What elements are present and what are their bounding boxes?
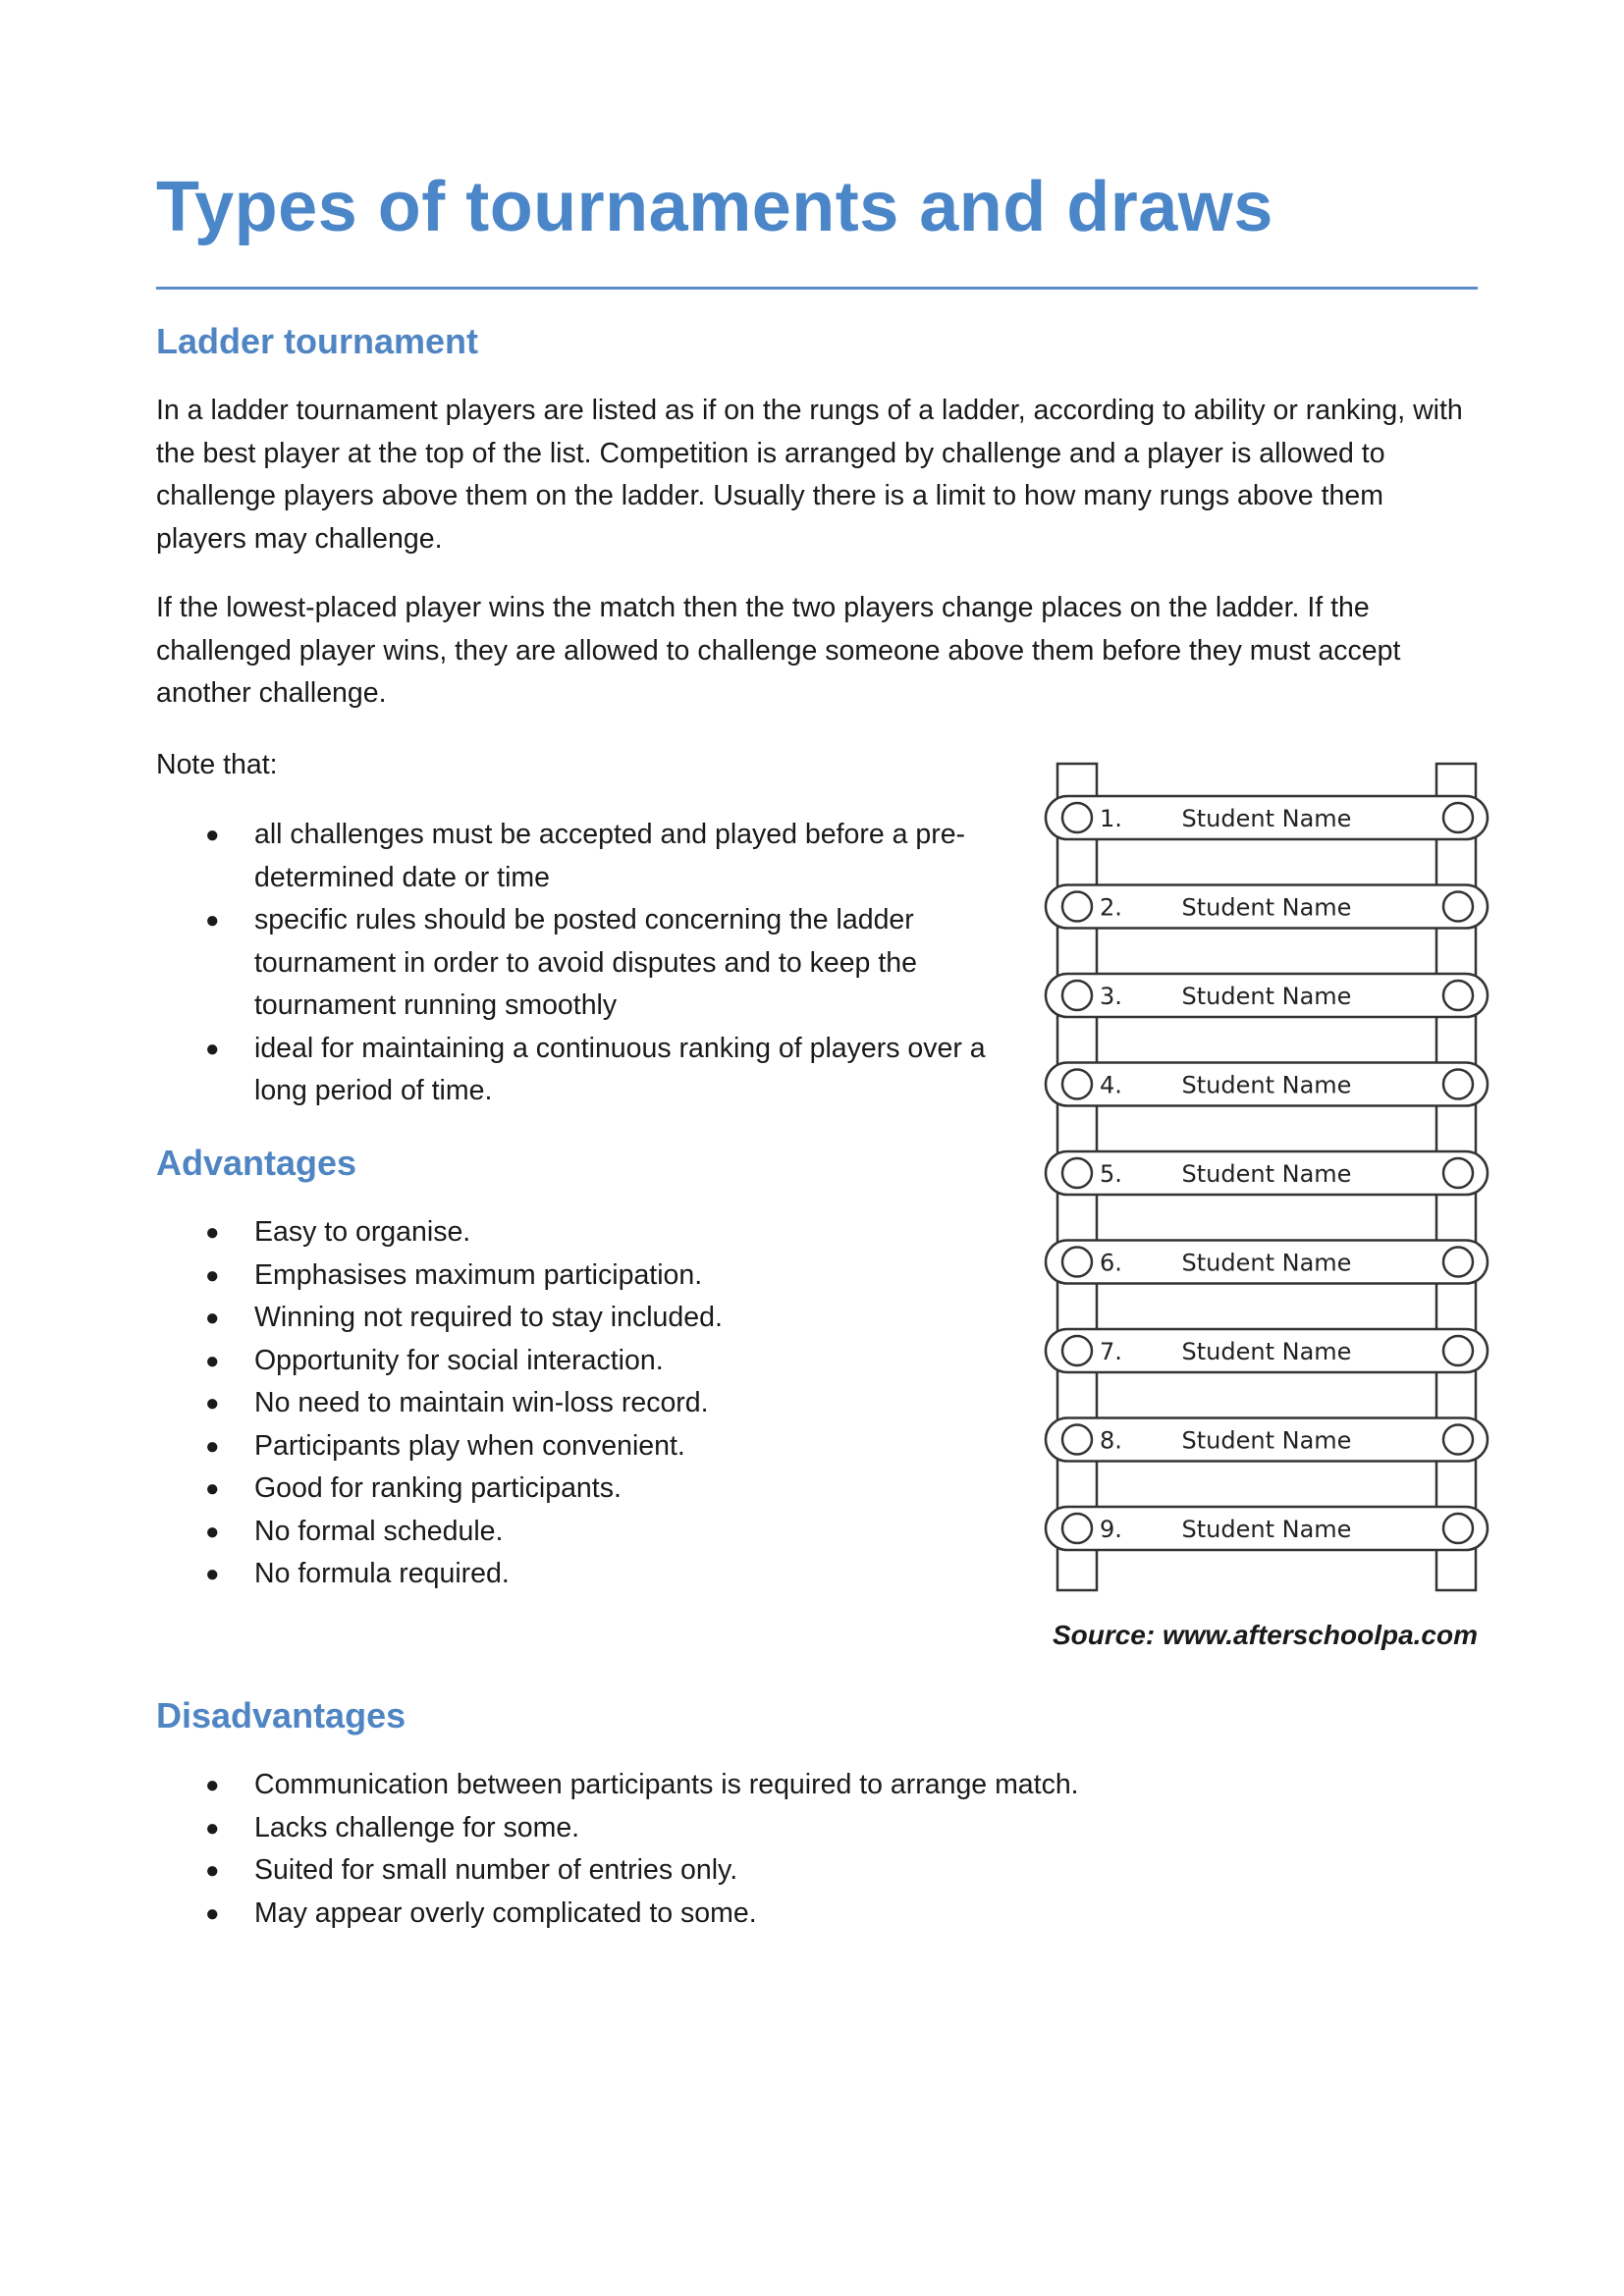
list-item: ● Emphasises maximum participation. <box>156 1255 1001 1298</box>
title-divider <box>156 287 1478 290</box>
list-item: ● ideal for maintaining a continuous ranking of players over a long period of time. <box>156 1028 1001 1113</box>
rung-number: 6. <box>1100 1249 1122 1277</box>
left-peg-icon <box>1062 892 1092 922</box>
ladder-rung <box>1046 1063 1488 1106</box>
bullet-icon: ● <box>205 1305 220 1331</box>
ladder-rung <box>1046 1151 1488 1195</box>
rung-number: 8. <box>1100 1426 1122 1455</box>
left-peg-icon <box>1062 1336 1092 1365</box>
right-peg-icon <box>1443 1336 1473 1365</box>
bullet-icon: ● <box>205 1475 220 1502</box>
list-item: ● Lacks challenge for some. <box>156 1807 1433 1850</box>
list-item: ● No formula required. <box>156 1553 1001 1596</box>
right-peg-icon <box>1443 981 1473 1010</box>
left-peg-icon <box>1062 1425 1092 1455</box>
disadvantages-heading: Disadvantages <box>156 1695 406 1735</box>
ladder-rung <box>1046 1241 1488 1284</box>
ladder-rungs <box>1046 796 1488 1550</box>
bullet-icon: ● <box>205 907 220 934</box>
ladder-heading: Ladder tournament <box>156 321 479 361</box>
bullet-icon: ● <box>205 1899 220 1927</box>
left-peg-icon <box>1062 1514 1092 1543</box>
rung-number: 7. <box>1100 1338 1122 1365</box>
ladder-rung <box>1046 974 1488 1017</box>
bullet-icon: ● <box>205 1857 220 1884</box>
bullet-icon: ● <box>205 1772 220 1798</box>
disadvantages-list <box>156 1764 1433 1935</box>
advantages-heading: Advantages <box>156 1143 357 1183</box>
list-item: ● No formal schedule. <box>156 1511 1001 1554</box>
list-item: ● Easy to organise. <box>156 1211 1001 1255</box>
ladder-rung <box>1046 796 1488 839</box>
list-item: ● Suited for small number of entries only. <box>156 1849 1433 1893</box>
list-item: ● Opportunity for social interaction. <box>156 1340 1001 1383</box>
rung-student-name: Student Name <box>1181 893 1352 922</box>
rung-number: 3. <box>1100 983 1122 1010</box>
note-intro: Note that: <box>156 749 278 780</box>
rung-number: 5. <box>1100 1160 1122 1188</box>
list-item: ● Winning not required to stay included. <box>156 1297 1001 1340</box>
rung-student-name: Student Name <box>1181 983 1352 1010</box>
list-item: ● Communication between participants is required to arrange match. <box>156 1764 1433 1807</box>
notes-list <box>156 814 1001 1113</box>
right-peg-icon <box>1443 1158 1473 1188</box>
ladder-paragraph-2: If the lowest-placed player wins the match then the two players change places on the ladder. If the challenged player wins, they are allowed to challenge someone above them before they must accept another challenge. <box>156 592 1401 709</box>
right-peg-icon <box>1443 803 1473 832</box>
right-peg-icon <box>1443 892 1473 922</box>
left-peg-icon <box>1062 1070 1092 1099</box>
ladder-rung <box>1046 885 1488 929</box>
ladder-rung <box>1046 1507 1488 1550</box>
left-peg-icon <box>1062 1158 1092 1188</box>
bullet-icon: ● <box>205 1432 220 1460</box>
bullet-icon: ● <box>205 822 220 848</box>
bullet-icon: ● <box>205 1347 220 1374</box>
bullet-icon: ● <box>205 1261 220 1289</box>
list-item: ● No need to maintain win-loss record. <box>156 1382 1001 1425</box>
bullet-icon: ● <box>205 1518 220 1545</box>
list-item: ● Good for ranking participants. <box>156 1468 1001 1511</box>
bullet-icon: ● <box>205 1035 220 1062</box>
bullet-icon: ● <box>205 1390 220 1416</box>
rung-student-name: Student Name <box>1181 1160 1352 1188</box>
rung-student-name: Student Name <box>1181 805 1352 832</box>
rung-number: 9. <box>1100 1516 1122 1543</box>
rung-number: 4. <box>1100 1071 1122 1099</box>
right-peg-icon <box>1443 1070 1473 1099</box>
ladder-figure <box>1036 756 1497 1600</box>
rung-student-name: Student Name <box>1181 1071 1352 1099</box>
advantages-list <box>156 1211 1001 1596</box>
figure-source: Source: www.afterschoolpa.com <box>1052 1620 1478 1650</box>
rung-number: 2. <box>1100 893 1122 922</box>
rung-student-name: Student Name <box>1181 1249 1352 1277</box>
list-item: ● specific rules should be posted concerning the ladder tournament in order to avoid disputes and to keep the tournament running smoothly <box>156 899 1001 1028</box>
bullet-icon: ● <box>205 1561 220 1587</box>
rung-student-name: Student Name <box>1181 1426 1352 1455</box>
list-item: ● May appear overly complicated to some. <box>156 1893 1433 1936</box>
left-peg-icon <box>1062 1248 1092 1277</box>
bullet-icon: ● <box>205 1219 220 1246</box>
left-peg-icon <box>1062 803 1092 832</box>
ladder-rung <box>1046 1329 1488 1372</box>
right-peg-icon <box>1443 1514 1473 1543</box>
right-peg-icon <box>1443 1248 1473 1277</box>
right-peg-icon <box>1443 1425 1473 1455</box>
page-title: Types of tournaments and draws <box>156 168 1273 246</box>
list-item: ● Participants play when convenient. <box>156 1425 1001 1468</box>
ladder-paragraph-1: In a ladder tournament players are listed as if on the rungs of a ladder, according to ability or ranking, with the best player at the top of the list. Competition is arranged by challenge and a player is allowed to challenge players above them on the ladder. Usually there is a limit to how many rungs above them players may challenge. <box>156 395 1463 555</box>
list-item: ● all challenges must be accepted and played before a pre-determined date or time <box>156 814 1001 899</box>
ladder-rung <box>1046 1418 1488 1462</box>
rung-number: 1. <box>1100 805 1122 832</box>
left-peg-icon <box>1062 981 1092 1010</box>
rung-student-name: Student Name <box>1181 1516 1352 1543</box>
bullet-icon: ● <box>205 1814 220 1842</box>
rung-student-name: Student Name <box>1181 1338 1352 1365</box>
